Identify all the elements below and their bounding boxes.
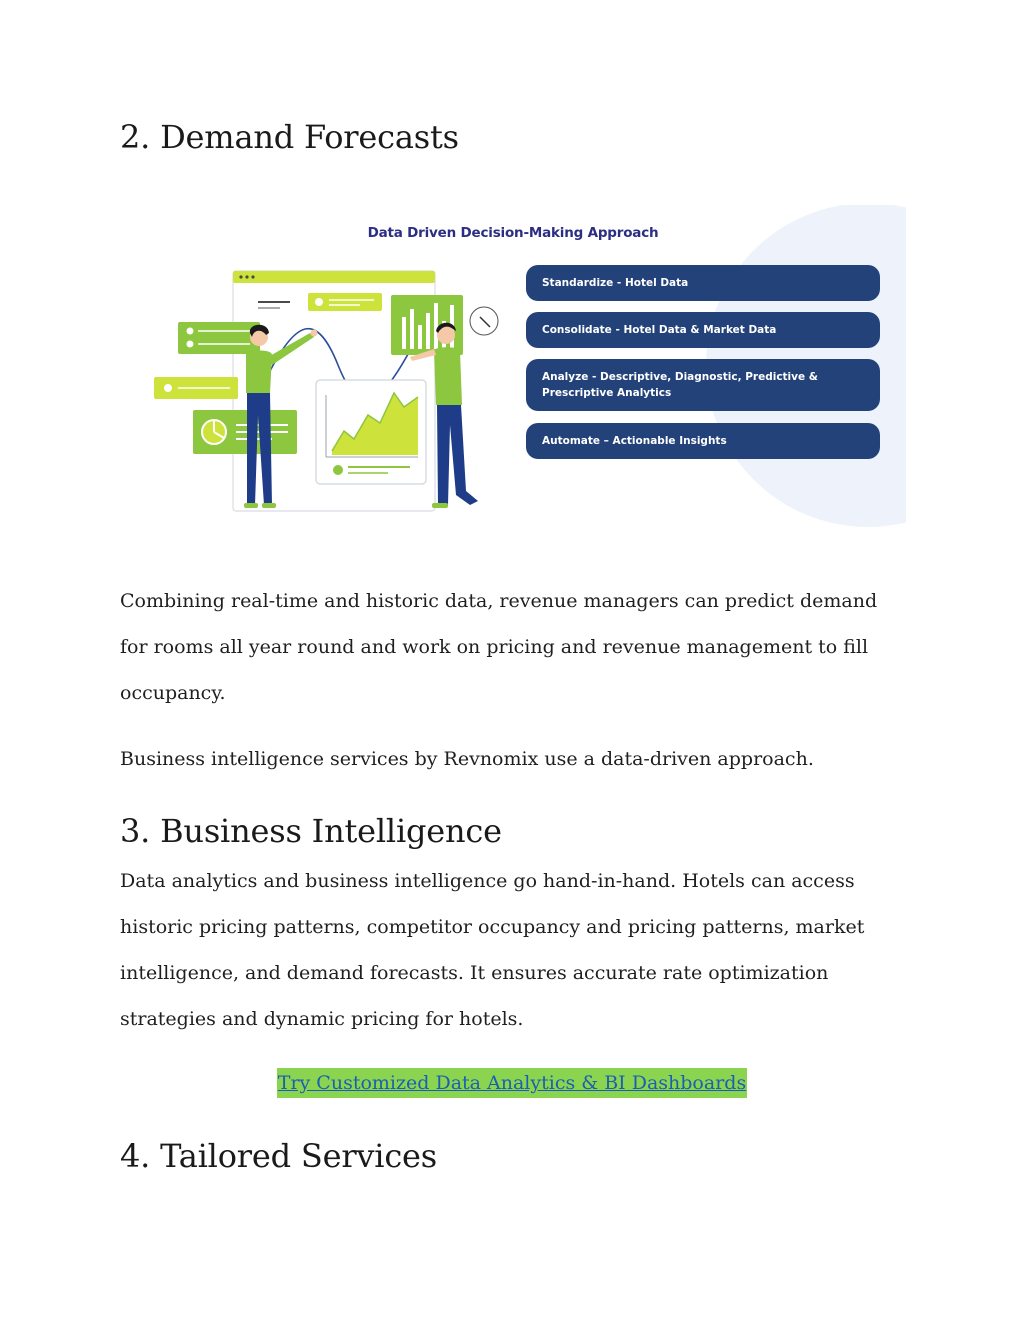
paragraph-bi-body: Data analytics and business intelligence go hand-in-hand. Hotels can access historic pricing patterns, competitor occupancy and pricing patterns, market intelligence, and demand forecasts. It ensures accurate rate optimization strategies and dynamic pricing for hotels.	[120, 870, 865, 1030]
step-label: Analyze - Descriptive, Diagnostic, Predictive & Prescriptive Analytics	[542, 371, 818, 399]
step-label: Consolidate - Hotel Data & Market Data	[542, 324, 777, 336]
step-analyze	[526, 359, 880, 411]
step-label: Standardize - Hotel Data	[542, 277, 689, 289]
paragraph-bi-services: Business intelligence services by Revnomix use a data-driven approach.	[120, 748, 814, 770]
paragraph-demand: Combining real-time and historic data, revenue managers can predict demand for rooms all year round and work on pricing and revenue management to fill occupancy.	[120, 590, 878, 704]
chart-card-illustration	[316, 380, 426, 484]
section-heading-tailored-services: 4. Tailored Services	[120, 1137, 438, 1175]
step-consolidate	[526, 312, 880, 348]
section-heading-demand-forecasts: 2. Demand Forecasts	[120, 118, 459, 156]
cta-container	[0, 1068, 1024, 1098]
data-driven-decision-infographic	[148, 205, 906, 527]
cta-link-bi-dashboards[interactable]: Try Customized Data Analytics & BI Dashboards	[277, 1068, 747, 1098]
step-label: Automate – Actionable Insights	[542, 435, 727, 447]
infographic-title: Data Driven Decision-Making Approach	[367, 225, 659, 241]
step-standardize	[526, 265, 880, 301]
section-heading-business-intelligence: 3. Business Intelligence	[120, 812, 502, 850]
step-automate	[526, 423, 880, 459]
